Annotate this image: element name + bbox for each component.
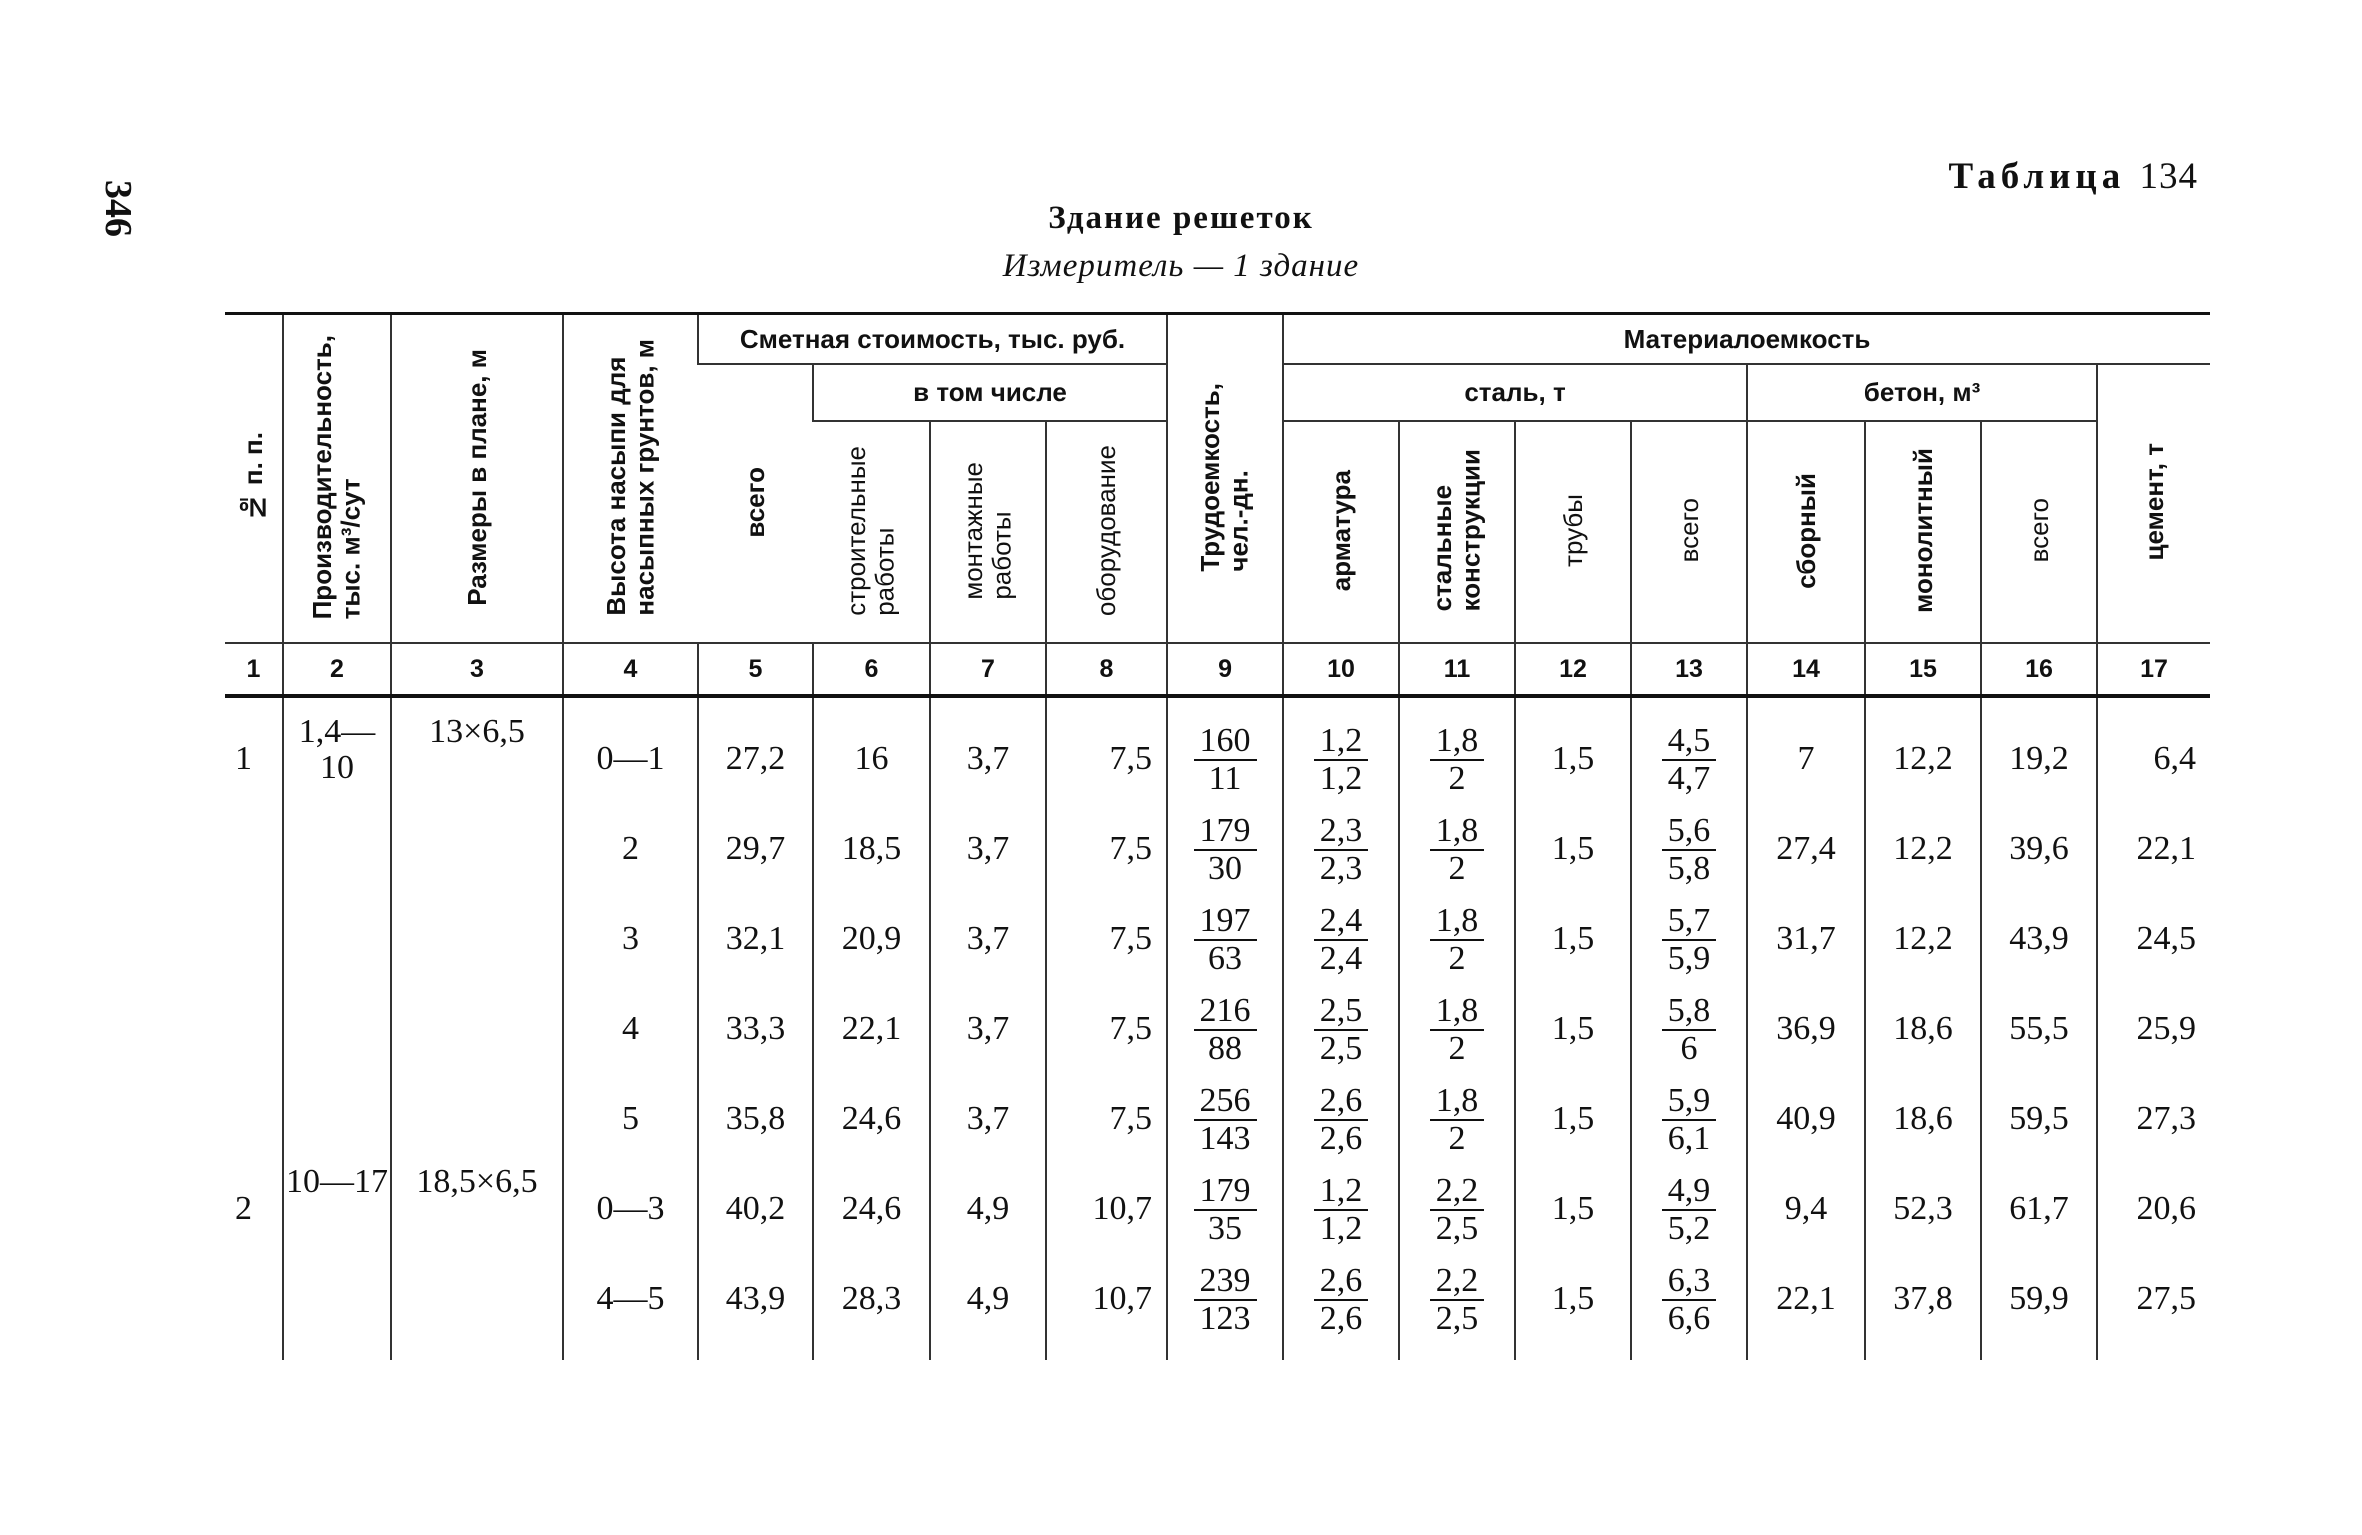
steel-total-numerator: 5,6 [1662, 813, 1717, 851]
cell-steel-total [1631, 804, 1747, 894]
cell-cost-total: 35,8 [698, 1074, 813, 1164]
steel-structures-fraction [1430, 903, 1485, 977]
cell-cement: 27,5 [2097, 1254, 2210, 1360]
steel-total-denominator: 4,7 [1667, 759, 1711, 797]
header-productivity [283, 314, 391, 644]
cell-precast: 31,7 [1747, 894, 1865, 984]
cell-equipment: 7,5 [1046, 1074, 1167, 1164]
header-rebar-text: арматура [1325, 469, 1356, 592]
rebar-fraction [1314, 1263, 1369, 1337]
steel-total-denominator: 6,6 [1667, 1299, 1711, 1337]
cell-labor [1167, 1164, 1283, 1254]
header-labor-line1: Трудоемкость, [1195, 382, 1226, 572]
rebar-fraction [1314, 903, 1369, 977]
cell-equipment: 7,5 [1046, 804, 1167, 894]
labor-numerator: 239 [1194, 1263, 1257, 1301]
header-cost-total [698, 364, 813, 643]
steel-structures-fraction [1430, 723, 1485, 797]
header-construction-text [842, 436, 899, 622]
labor-denominator: 30 [1208, 849, 1243, 887]
column-number: 3 [391, 643, 563, 696]
cell-plan-size [391, 984, 563, 1074]
cell-no: 2 [235, 1190, 252, 1227]
column-number: 12 [1515, 643, 1631, 696]
cell-equipment: 10,7 [1046, 1254, 1167, 1360]
header-equipment [1046, 421, 1167, 643]
cell-labor [1167, 1254, 1283, 1360]
header-construction-line2: работы [870, 527, 900, 616]
cell-concrete-total: 55,5 [1981, 984, 2097, 1074]
header-cement [2097, 364, 2210, 643]
cell-assembly: 3,7 [930, 696, 1046, 804]
cell-labor [1167, 894, 1283, 984]
cell-productivity [283, 1074, 391, 1164]
steel-total-numerator: 4,9 [1662, 1173, 1717, 1211]
cell-pipes: 1,5 [1515, 1254, 1631, 1360]
steel-structures-numerator: 2,2 [1430, 1263, 1485, 1301]
labor-numerator: 179 [1194, 813, 1257, 851]
steel-structures-fraction [1430, 1173, 1485, 1247]
header-steel-structures-line2: конструкции [1456, 449, 1487, 612]
cell-precast: 7 [1747, 696, 1865, 804]
cell-productivity [283, 1254, 391, 1360]
column-number: 16 [1981, 643, 2097, 696]
labor-denominator: 143 [1199, 1119, 1251, 1157]
cell-monolithic: 18,6 [1865, 984, 1981, 1074]
header-labor-line2: чел.-дн. [1224, 469, 1255, 572]
cell-monolithic: 12,2 [1865, 696, 1981, 804]
column-number: 2 [283, 643, 391, 696]
cell-construction: 22,1 [813, 984, 930, 1074]
cell-pipes: 1,5 [1515, 1074, 1631, 1164]
cell-pipes: 1,5 [1515, 894, 1631, 984]
cell-equipment: 7,5 [1046, 984, 1167, 1074]
cell-construction: 20,9 [813, 894, 930, 984]
steel-total-fraction [1662, 1083, 1717, 1157]
cell-height: 4 [563, 984, 698, 1074]
cell-assembly: 3,7 [930, 804, 1046, 894]
header-steel-total-text: всего [1673, 498, 1704, 563]
labor-denominator: 123 [1199, 1299, 1251, 1337]
steel-total-numerator: 4,5 [1662, 723, 1717, 761]
steel-total-numerator: 6,3 [1662, 1263, 1717, 1301]
cell-plan-size [391, 1074, 563, 1164]
column-number: 5 [698, 643, 813, 696]
header-material-group: Материалоемкость [1283, 314, 2210, 365]
cell-pipes: 1,5 [1515, 1164, 1631, 1254]
cell-no: 1 [235, 740, 252, 777]
cell-no [225, 894, 283, 984]
steel-total-fraction [1662, 723, 1717, 797]
header-no-text: № п. п. [238, 431, 269, 523]
cell-monolithic: 37,8 [1865, 1254, 1981, 1360]
header-pipes-text: трубы [1557, 494, 1588, 567]
table-number: 134 [2139, 156, 2198, 197]
labor-numerator: 216 [1194, 993, 1257, 1031]
cell-height: 0—3 [563, 1164, 698, 1254]
steel-structures-numerator: 2,2 [1430, 1173, 1485, 1211]
steel-total-denominator: 5,9 [1667, 939, 1711, 977]
rebar-fraction [1314, 993, 1369, 1067]
labor-denominator: 11 [1208, 759, 1242, 797]
cell-equipment: 10,7 [1046, 1164, 1167, 1254]
header-assembly-line2: работы [987, 511, 1017, 600]
header-concrete-total [1981, 421, 2097, 643]
header-assembly-text [959, 452, 1016, 606]
header-steel-group: сталь, т [1283, 364, 1747, 421]
header-construction [813, 421, 930, 643]
rebar-fraction [1314, 723, 1369, 797]
steel-structures-denominator: 2 [1448, 1119, 1466, 1157]
column-number: 11 [1399, 643, 1515, 696]
cell-steel-total [1631, 696, 1747, 804]
steel-structures-numerator: 1,8 [1430, 723, 1485, 761]
cell-height: 5 [563, 1074, 698, 1164]
header-plan-size [391, 314, 563, 644]
header-height-text [602, 329, 659, 622]
header-height [563, 314, 698, 644]
cell-rebar [1283, 1164, 1399, 1254]
table-row [225, 894, 2210, 984]
steel-structures-fraction [1430, 813, 1485, 887]
cell-monolithic: 12,2 [1865, 894, 1981, 984]
header-height-line1: Высота насыпи для [600, 356, 631, 616]
column-number: 10 [1283, 643, 1399, 696]
steel-structures-denominator: 2 [1448, 939, 1466, 977]
cell-labor [1167, 804, 1283, 894]
header-concrete-total-text: всего [2023, 498, 2054, 563]
header-precast [1747, 421, 1865, 643]
rebar-numerator: 2,4 [1314, 903, 1369, 941]
data-table [225, 312, 2210, 1360]
cell-assembly: 4,9 [930, 1254, 1046, 1360]
cell-steel-structures [1399, 1164, 1515, 1254]
steel-structures-numerator: 1,8 [1430, 903, 1485, 941]
column-number: 9 [1167, 643, 1283, 696]
cell-height: 3 [563, 894, 698, 984]
steel-structures-numerator: 1,8 [1430, 993, 1485, 1031]
header-concrete-group: бетон, м³ [1747, 364, 2097, 421]
cell-steel-total [1631, 1254, 1747, 1360]
rebar-denominator: 2,3 [1319, 849, 1363, 887]
rebar-fraction [1314, 813, 1369, 887]
cell-height: 4—5 [563, 1254, 698, 1360]
labor-numerator: 179 [1194, 1173, 1257, 1211]
table-subtitle: Измеритель — 1 здание [1002, 248, 1360, 284]
header-assembly-line1: монтажные [958, 461, 989, 600]
page-number: 346 [97, 180, 139, 237]
cell-concrete-total: 43,9 [1981, 894, 2097, 984]
header-monolithic-text: монолитный [1907, 448, 1938, 613]
cell-rebar [1283, 894, 1399, 984]
steel-total-fraction [1662, 813, 1717, 887]
steel-structures-denominator: 2 [1448, 849, 1466, 887]
header-precast-text: сборный [1790, 472, 1821, 589]
cell-height: 0—1 [563, 696, 698, 804]
cell-cost-total: 32,1 [698, 894, 813, 984]
table-row [225, 696, 2210, 804]
cell-no [225, 984, 283, 1074]
labor-fraction [1194, 993, 1257, 1067]
header-steel-structures-text [1428, 439, 1485, 617]
cell-productivity [283, 894, 391, 984]
cell-assembly: 3,7 [930, 894, 1046, 984]
cell-steel-total [1631, 1074, 1747, 1164]
cell-productivity [283, 984, 391, 1074]
steel-total-fraction [1662, 993, 1717, 1067]
rebar-denominator: 2,4 [1319, 939, 1363, 977]
cell-precast: 22,1 [1747, 1254, 1865, 1360]
steel-total-fraction [1662, 903, 1717, 977]
header-equipment-text: оборудование [1091, 444, 1122, 617]
steel-total-denominator: 6 [1680, 1029, 1698, 1067]
steel-total-fraction [1662, 1173, 1717, 1247]
cell-productivity [283, 696, 391, 804]
cell-pipes: 1,5 [1515, 696, 1631, 804]
column-number-row [225, 643, 2210, 696]
table-row [225, 1074, 2210, 1164]
labor-fraction [1194, 1083, 1257, 1157]
cell-precast: 36,9 [1747, 984, 1865, 1074]
cell-construction: 24,6 [813, 1164, 930, 1254]
cell-precast: 40,9 [1747, 1074, 1865, 1164]
cell-productivity-line1: 10—17 [286, 1163, 388, 1200]
labor-numerator: 160 [1194, 723, 1257, 761]
cell-assembly: 3,7 [930, 984, 1046, 1074]
header-steel-structures [1399, 421, 1515, 643]
column-number: 14 [1747, 643, 1865, 696]
rebar-denominator: 1,2 [1319, 759, 1363, 797]
rebar-fraction [1314, 1083, 1369, 1157]
cell-steel-structures [1399, 804, 1515, 894]
labor-fraction [1194, 1173, 1257, 1247]
header-labor-text [1196, 373, 1253, 578]
cell-concrete-total: 39,6 [1981, 804, 2097, 894]
labor-fraction [1194, 1263, 1257, 1337]
header-no [225, 314, 283, 644]
table-row [225, 984, 2210, 1074]
table-row [225, 1164, 2210, 1254]
cell-construction: 24,6 [813, 1074, 930, 1164]
cell-concrete-total: 19,2 [1981, 696, 2097, 804]
rebar-numerator: 2,6 [1314, 1263, 1369, 1301]
rebar-denominator: 1,2 [1319, 1209, 1363, 1247]
cell-concrete-total: 59,9 [1981, 1254, 2097, 1360]
steel-total-numerator: 5,7 [1662, 903, 1717, 941]
steel-structures-denominator: 2 [1448, 759, 1466, 797]
cell-no [225, 1074, 283, 1164]
rebar-denominator: 2,5 [1319, 1029, 1363, 1067]
cell-steel-total [1631, 984, 1747, 1074]
cell-monolithic: 12,2 [1865, 804, 1981, 894]
cell-cost-total: 27,2 [698, 696, 813, 804]
steel-total-numerator: 5,9 [1662, 1083, 1717, 1121]
steel-structures-fraction [1430, 1263, 1485, 1337]
table-label [1949, 155, 2198, 198]
header-including: в том числе [813, 364, 1167, 421]
cell-cost-total: 40,2 [698, 1164, 813, 1254]
steel-total-denominator: 5,2 [1667, 1209, 1711, 1247]
steel-structures-numerator: 1,8 [1430, 813, 1485, 851]
column-number: 13 [1631, 643, 1747, 696]
cell-rebar [1283, 696, 1399, 804]
steel-structures-denominator: 2,5 [1435, 1209, 1479, 1247]
cell-equipment: 7,5 [1046, 696, 1167, 804]
steel-total-denominator: 6,1 [1667, 1119, 1711, 1157]
rebar-denominator: 2,6 [1319, 1299, 1363, 1337]
table-header [225, 314, 2210, 644]
cell-construction: 18,5 [813, 804, 930, 894]
labor-fraction [1194, 903, 1257, 977]
cell-plan-size [391, 1254, 563, 1360]
cell-cement: 24,5 [2097, 894, 2210, 984]
column-number: 7 [930, 643, 1046, 696]
cell-pipes: 1,5 [1515, 804, 1631, 894]
cell-cost-total: 43,9 [698, 1254, 813, 1360]
header-pipes [1515, 421, 1631, 643]
table-body [225, 643, 2210, 1360]
cell-cement: 25,9 [2097, 984, 2210, 1074]
cell-steel-structures [1399, 696, 1515, 804]
steel-structures-denominator: 2,5 [1435, 1299, 1479, 1337]
header-productivity-line1: Производительность, [307, 334, 338, 620]
rebar-numerator: 1,2 [1314, 723, 1369, 761]
cell-concrete-total: 61,7 [1981, 1164, 2097, 1254]
cell-construction: 16 [813, 696, 930, 804]
cell-rebar [1283, 804, 1399, 894]
cell-rebar [1283, 984, 1399, 1074]
header-monolithic [1865, 421, 1981, 643]
cell-cement: 22,1 [2097, 804, 2210, 894]
rebar-numerator: 1,2 [1314, 1173, 1369, 1211]
column-number: 15 [1865, 643, 1981, 696]
labor-numerator: 256 [1194, 1083, 1257, 1121]
steel-total-numerator: 5,8 [1662, 993, 1717, 1031]
labor-numerator: 197 [1194, 903, 1257, 941]
cell-labor [1167, 984, 1283, 1074]
rebar-numerator: 2,5 [1314, 993, 1369, 1031]
cell-plan-size [391, 804, 563, 894]
rebar-fraction [1314, 1173, 1369, 1247]
header-labor [1167, 314, 1283, 644]
cell-rebar [1283, 1254, 1399, 1360]
cell-steel-structures [1399, 984, 1515, 1074]
cell-steel-total [1631, 894, 1747, 984]
cell-steel-total [1631, 1164, 1747, 1254]
cell-monolithic: 18,6 [1865, 1074, 1981, 1164]
cell-height: 2 [563, 804, 698, 894]
steel-total-fraction [1662, 1263, 1717, 1337]
cell-pipes: 1,5 [1515, 984, 1631, 1074]
cell-monolithic: 52,3 [1865, 1164, 1981, 1254]
rebar-numerator: 2,6 [1314, 1083, 1369, 1121]
rebar-numerator: 2,3 [1314, 813, 1369, 851]
header-rebar [1283, 421, 1399, 643]
header-steel-structures-line1: стальные [1427, 485, 1458, 612]
cell-cost-total: 29,7 [698, 804, 813, 894]
labor-denominator: 63 [1208, 939, 1243, 977]
cell-productivity-line2: 10 [320, 749, 354, 786]
column-number: 8 [1046, 643, 1167, 696]
cell-equipment: 7,5 [1046, 894, 1167, 984]
cell-plan-size [391, 894, 563, 984]
header-steel-total [1631, 421, 1747, 643]
rebar-denominator: 2,6 [1319, 1119, 1363, 1157]
table-label-word: Таблица [1948, 156, 2126, 197]
labor-denominator: 88 [1208, 1029, 1243, 1067]
table-title: Здание решеток [1048, 200, 1314, 236]
steel-structures-fraction [1430, 1083, 1485, 1157]
steel-structures-fraction [1430, 993, 1485, 1067]
steel-structures-numerator: 1,8 [1430, 1083, 1485, 1121]
cell-precast: 9,4 [1747, 1164, 1865, 1254]
cell-labor [1167, 696, 1283, 804]
cell-cement: 20,6 [2097, 1164, 2210, 1254]
column-number: 17 [2097, 643, 2210, 696]
header-construction-line1: строительные [841, 445, 872, 616]
cell-productivity [283, 1164, 391, 1254]
column-number: 1 [225, 643, 283, 696]
cell-steel-structures [1399, 1074, 1515, 1164]
cell-no [225, 1254, 283, 1360]
cell-labor [1167, 1074, 1283, 1164]
cell-cement: 6,4 [2097, 696, 2210, 804]
header-plan-size-text: Размеры в плане, м [461, 348, 492, 606]
cell-concrete-total: 59,5 [1981, 1074, 2097, 1164]
cell-precast: 27,4 [1747, 804, 1865, 894]
header-productivity-text [308, 325, 365, 625]
labor-fraction [1194, 723, 1257, 797]
cell-productivity-line1: 1,4— [298, 713, 376, 750]
header-height-line2: насыпных грунтов, м [629, 338, 660, 616]
header-assembly [930, 421, 1046, 643]
labor-denominator: 35 [1208, 1209, 1243, 1247]
cell-steel-structures [1399, 894, 1515, 984]
steel-total-denominator: 5,8 [1667, 849, 1711, 887]
cell-assembly: 4,9 [930, 1164, 1046, 1254]
steel-structures-denominator: 2 [1448, 1029, 1466, 1067]
cell-steel-structures [1399, 1254, 1515, 1360]
cell-cost-total: 33,3 [698, 984, 813, 1074]
cell-rebar [1283, 1074, 1399, 1164]
header-productivity-line2: тыс. м³/сут [336, 478, 366, 620]
column-number: 4 [563, 643, 698, 696]
cell-no [225, 804, 283, 894]
header-cost-total-text: всего [739, 466, 770, 538]
cell-cement: 27,3 [2097, 1074, 2210, 1164]
table-row [225, 1254, 2210, 1360]
table-row [225, 804, 2210, 894]
cell-plan-size: 13×6,5 [391, 696, 563, 804]
cell-plan-size: 18,5×6,5 [391, 1164, 563, 1254]
column-number: 6 [813, 643, 930, 696]
header-cost-group: Сметная стоимость, тыс. руб. [698, 314, 1167, 365]
labor-fraction [1194, 813, 1257, 887]
cell-productivity [283, 804, 391, 894]
header-cement-text: цемент, т [2138, 443, 2169, 561]
cell-construction: 28,3 [813, 1254, 930, 1360]
cell-assembly: 3,7 [930, 1074, 1046, 1164]
